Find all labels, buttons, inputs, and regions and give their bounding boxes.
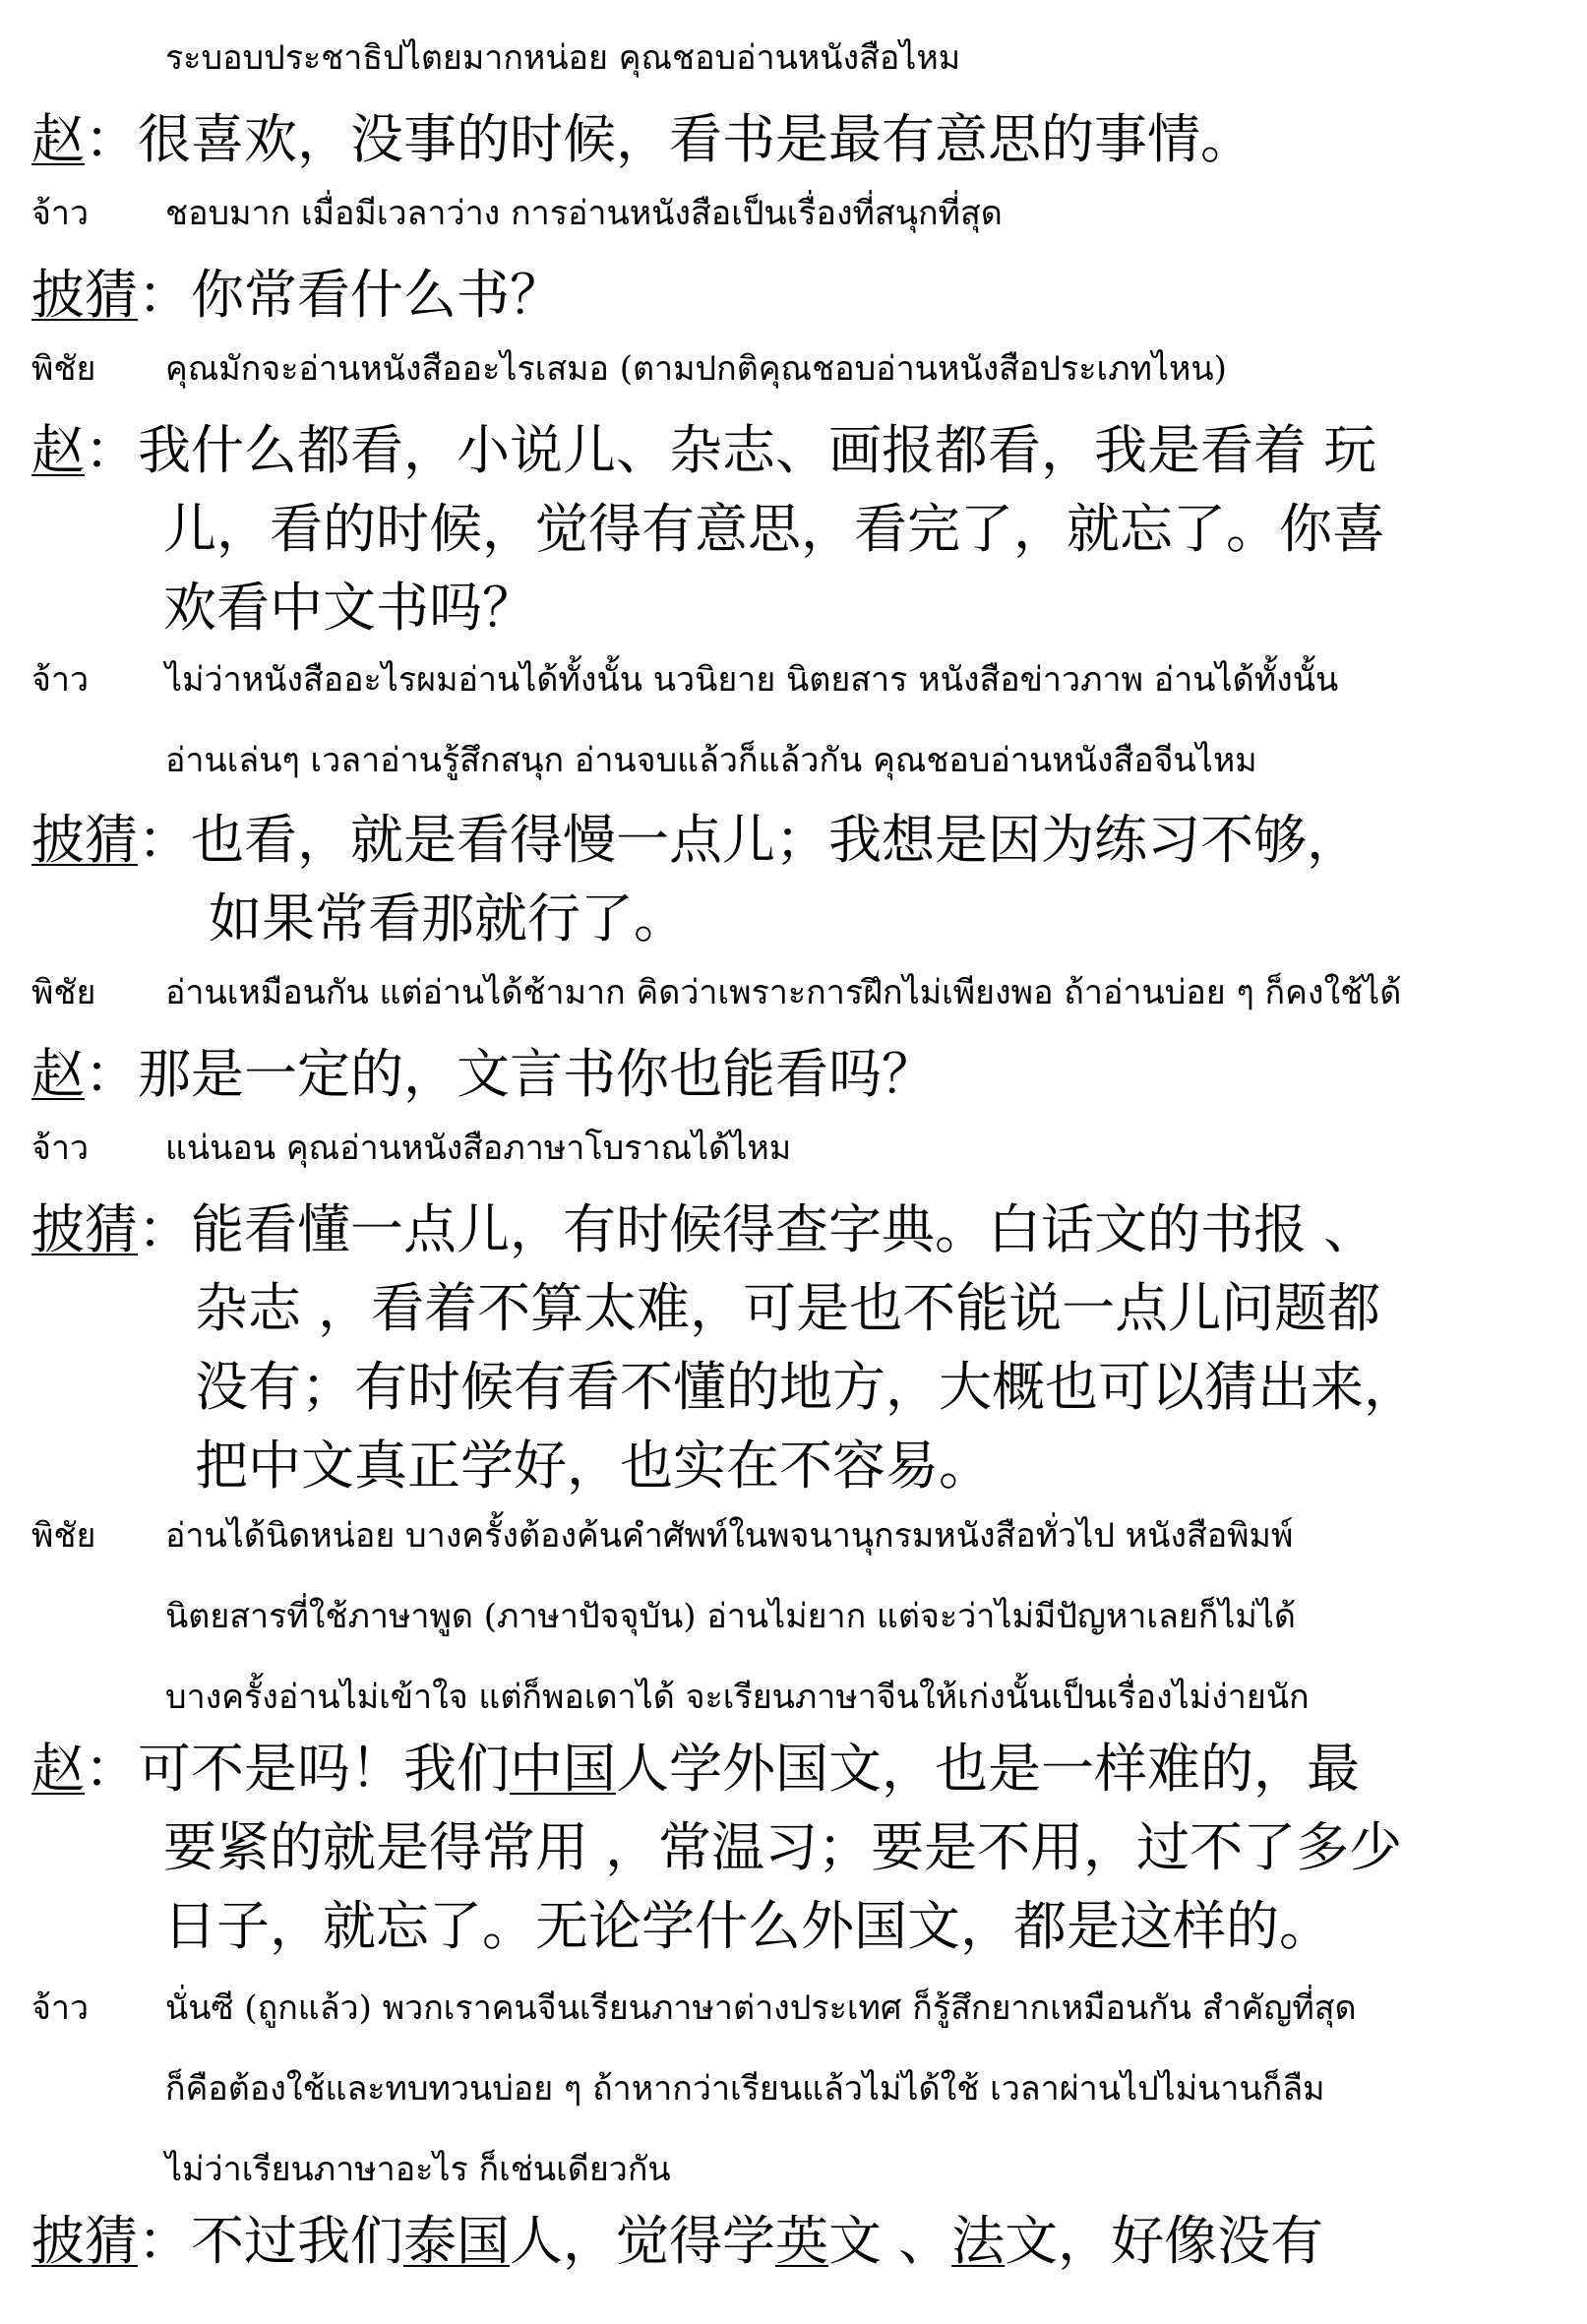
thai-speaker-name: พิชัย — [31, 1516, 96, 1556]
thai-line: ระบอบประชาธิปไตยมากหน่อย คุณชอบอ่านหนังสือไหม — [165, 38, 961, 78]
speaker-name: 披猜 — [31, 809, 138, 871]
dialogue-text: 可不是吗！我们 — [138, 1738, 510, 1800]
dialogue-line: 我什么都看，小说儿、杂志、画报都看，我是看着 玩 — [138, 419, 1377, 481]
thai-translation — [31, 1968, 1548, 2210]
dialogue-text: 文 、 — [828, 2210, 952, 2272]
thai-speaker-name: จ้าว — [31, 1988, 90, 2028]
dialogue-line: 欢看中文书吗？ — [163, 577, 535, 639]
dialogue-line: 能看懂一点儿，有时候得查字典。白话文的书报 、 — [191, 1198, 1377, 1260]
speaker-name: 披猜 — [31, 1198, 138, 1260]
dialogue-line: 日子，就忘了。无论学什么外国文，都是这样的。 — [163, 1895, 1332, 1957]
thai-line: แน่นอน คุณอ่านหนังสือภาษาโบราณได้ไหม — [165, 1129, 792, 1168]
thai-line: คุณมักจะอ่านหนังสืออะไรเสมอ (ตามปกติคุณชอบอ่านหนังสือประเภทไหน) — [165, 349, 1227, 389]
colon: ： — [85, 1738, 138, 1800]
speaker-name: 披猜 — [31, 264, 138, 326]
thai-line: ไม่ว่าเรียนภาษาอะไร ก็เช่นเดียวกัน — [165, 2150, 671, 2189]
thai-translation — [31, 1108, 1548, 1189]
chinese-dialogue-picai — [31, 2202, 1548, 2281]
thai-translation — [31, 18, 1548, 98]
dialogue-text: 不过我们 — [191, 2210, 403, 2272]
colon: ： — [138, 809, 191, 871]
speaker-name: 赵 — [31, 1738, 85, 1800]
thai-line: ก็คือต้องใช้และทบทวนบ่อย ๆ ถ้าหากว่าเรียนแล้วไม่ได้ใช้ เวลาผ่านไปไม่นานก็ลืม — [165, 2069, 1325, 2109]
chinese-dialogue-zhao — [31, 411, 1548, 647]
dialogue-line: 如果常看那就行了。 — [209, 887, 687, 949]
thai-line: อ่านได้นิดหน่อย บางครั้งต้องค้นคำศัพท์ในพจนานุกรมหนังสือทั่วไป หนังสือพิมพ์ — [165, 1516, 1294, 1556]
underlined-term: 英 — [775, 2210, 828, 2272]
dialogue-line: 很喜欢，没事的时候，看书是最有意思的事情。 — [138, 108, 1253, 170]
speaker-name: 赵 — [31, 1043, 85, 1105]
dialogue-line: 你常看什么书？ — [191, 264, 563, 326]
thai-speaker-name: จ้าว — [31, 194, 90, 233]
colon: ： — [85, 1043, 138, 1105]
thai-speaker-name: พิชัย — [31, 349, 96, 389]
speaker-name: 赵 — [31, 419, 85, 481]
thai-translation — [31, 173, 1548, 254]
colon: ： — [85, 108, 138, 170]
thai-translation — [31, 952, 1548, 1033]
chinese-dialogue-zhao — [31, 1035, 1548, 1114]
thai-translation — [31, 1496, 1548, 1738]
chinese-dialogue-picai — [31, 256, 1548, 335]
thai-line: นั่นซี (ถูกแล้ว) พวกเราคนจีนเรียนภาษาต่างประเทศ ก็รู้สึกยากเหมือนกัน สำคัญที่สุด — [165, 1988, 1357, 2028]
dialogue-line: 没有；有时候有看不懂的地方，大概也可以猜出来， — [195, 1356, 1417, 1418]
chinese-dialogue-zhao — [31, 100, 1548, 179]
thai-line: ชอบมาก เมื่อมีเวลาว่าง การอ่านหนังสือเป็นเรื่องที่สนุกที่สุด — [165, 194, 1003, 233]
colon: ： — [85, 419, 138, 481]
chinese-dialogue-picai — [31, 801, 1548, 958]
dialogue-text: 文，好像没有 — [1005, 2210, 1324, 2272]
thai-speaker-name: พิชัย — [31, 973, 96, 1012]
thai-line: นิตยสารที่ใช้ภาษาพูด (ภาษาปัจจุบัน) อ่านไม่ยาก แต่จะว่าไม่มีปัญหาเลยก็ไม่ได้ — [165, 1597, 1297, 1636]
thai-line: อ่านเหมือนกัน แต่อ่านได้ช้ามาก คิดว่าเพราะการฝึกไม่เพียงพอ ถ้าอ่านบ่อย ๆ ก็คงใช้ได้ — [165, 973, 1402, 1012]
thai-line: ไม่ว่าหนังสืออะไรผมอ่านได้ทั้งนั้น นวนิยาย นิตยสาร หนังสือข่าวภาพ อ่านได้ทั้งนั้น — [165, 660, 1339, 700]
colon: ： — [138, 2210, 191, 2272]
speaker-name: 赵 — [31, 108, 85, 170]
thai-speaker-name: จ้าว — [31, 1129, 90, 1168]
thai-line: บางครั้งอ่านไม่เข้าใจ แต่ก็พอเดาได้ จะเรียนภาษาจีนให้เก่งนั้นเป็นเรื่องไม่ง่ายนัก — [165, 1678, 1310, 1717]
dialogue-line: 儿，看的时候，觉得有意思，看完了，就忘了。你喜 — [163, 498, 1385, 560]
dialogue-line: 要紧的就是得常用 ，常温习；要是不用，过不了多少 — [163, 1816, 1403, 1878]
colon: ： — [138, 264, 191, 326]
thai-translation — [31, 329, 1548, 409]
thai-speaker-name: จ้าว — [31, 660, 90, 700]
speaker-name: 披猜 — [31, 2210, 138, 2272]
dialogue-text: 人，觉得学 — [510, 2210, 775, 2272]
thai-translation — [31, 640, 1548, 801]
dialogue-line: 那是一定的，文言书你也能看吗？ — [138, 1043, 935, 1105]
thai-line: อ่านเล่นๆ เวลาอ่านรู้สึกสนุก อ่านจบแล้วก็แล้วกัน คุณชอบอ่านหนังสือจีนไหม — [165, 741, 1257, 780]
chinese-dialogue-zhao — [31, 1730, 1548, 1966]
dialogue-line: 也看，就是看得慢一点儿；我想是因为练习不够， — [191, 809, 1360, 871]
dialogue-line: 杂志 ，看着不算太难，可是也不能说一点儿问题都 — [195, 1277, 1381, 1339]
dialogue-text: 人学外国文，也是一样难的，最 — [616, 1738, 1360, 1800]
underlined-term: 法 — [951, 2210, 1006, 2272]
dialogue-line: 把中文真正学好，也实在不容易。 — [195, 1435, 992, 1497]
chinese-dialogue-picai — [31, 1191, 1548, 1505]
underlined-term: 泰国 — [403, 2210, 510, 2272]
colon: ： — [138, 1198, 191, 1260]
underlined-term: 中国 — [510, 1738, 616, 1800]
